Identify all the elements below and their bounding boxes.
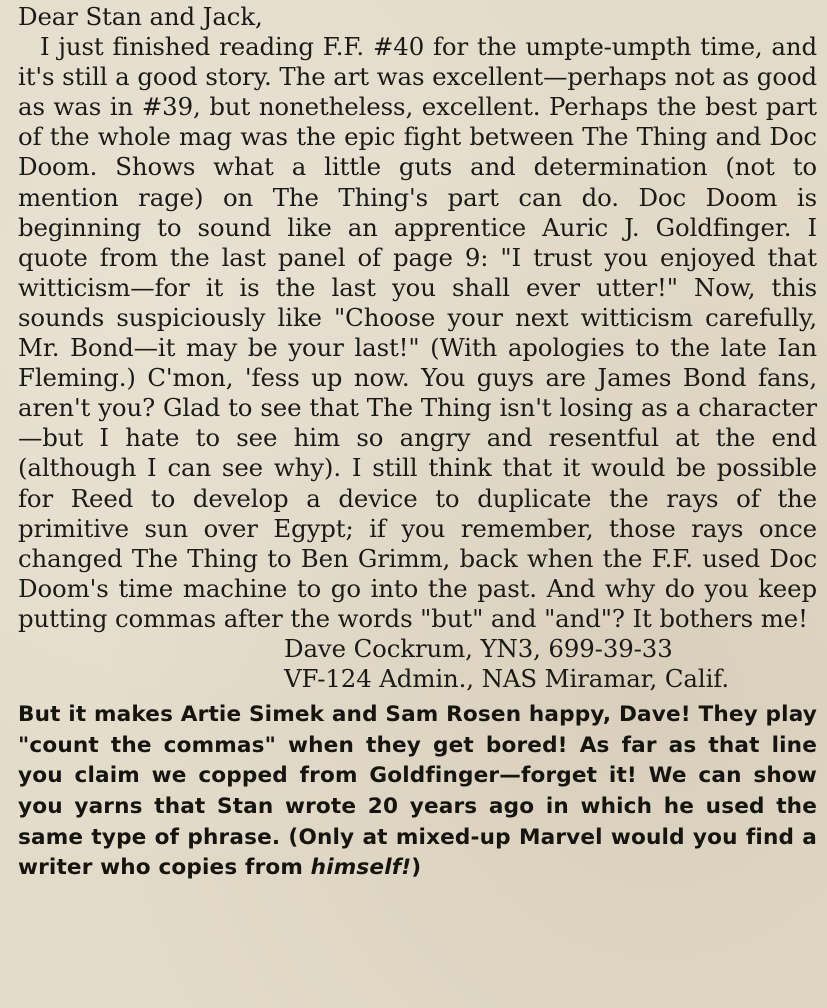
letter-salutation: Dear Stan and Jack, [18,2,263,31]
signature-name: Dave Cockrum, YN3, 699-39-33 [284,633,673,663]
reply-closing: ) [411,855,422,881]
signature-address: VF-124 Admin., NAS Miramar, Calif. [284,664,729,694]
letter-body-text: I just finished reading F.F. #40 for the umpte-umpth time, and it's still a good story. The art was excellent—perhaps not as good as was in #39, but nonetheless, excellent. Perhaps the best part of the whole mag was the epic fight between The Thing and Doc Doom. Shows what a little guts and determination (not to mention rage) on The Thing's part can do. Doc Doom is beginning to sound like an apprentice Auric J. Goldfinger. I quote from the last panel of page 9: "I trust you enjoyed that witticism—for it is the last you shall ever utter!" Now, this sounds suspiciously like "Choose your next witticism carefully, Mr. Bond—it may be your last!" (With apologies to the late Ian Fleming.) C'mon, 'fess up now. You guys are James Bond fans, aren't you? Glad to see that The Thing isn't losing as a character—but I hate to see him so angry and resentful at the end (although I can see why). I still think that it would be possible for Reed to develop a device to duplicate the rays of the primitive sun over Egypt; if you remember, those rays once changed The Thing to Ben Grimm, back when the F.F. used Doc Doom's time machine to go into the past. And why do you keep putting commas after the words "but" and "and"? It bothers me! [18,32,817,633]
reply-emphasis: himself! [310,855,412,881]
letter-body [18,32,817,634]
editor-reply [18,700,817,884]
reply-text: But it makes Artie Simek and Sam Rosen happy, Dave! They play "count the commas" when they get bored! As far as that line you claim we copped from Goldfinger—forget it! We can show you yarns that Stan wrote 20 years ago in which he used the same type of phrase. (Only at mixed-up Marvel would you find a writer who copies from [18,702,817,881]
reader-letter [18,2,817,694]
